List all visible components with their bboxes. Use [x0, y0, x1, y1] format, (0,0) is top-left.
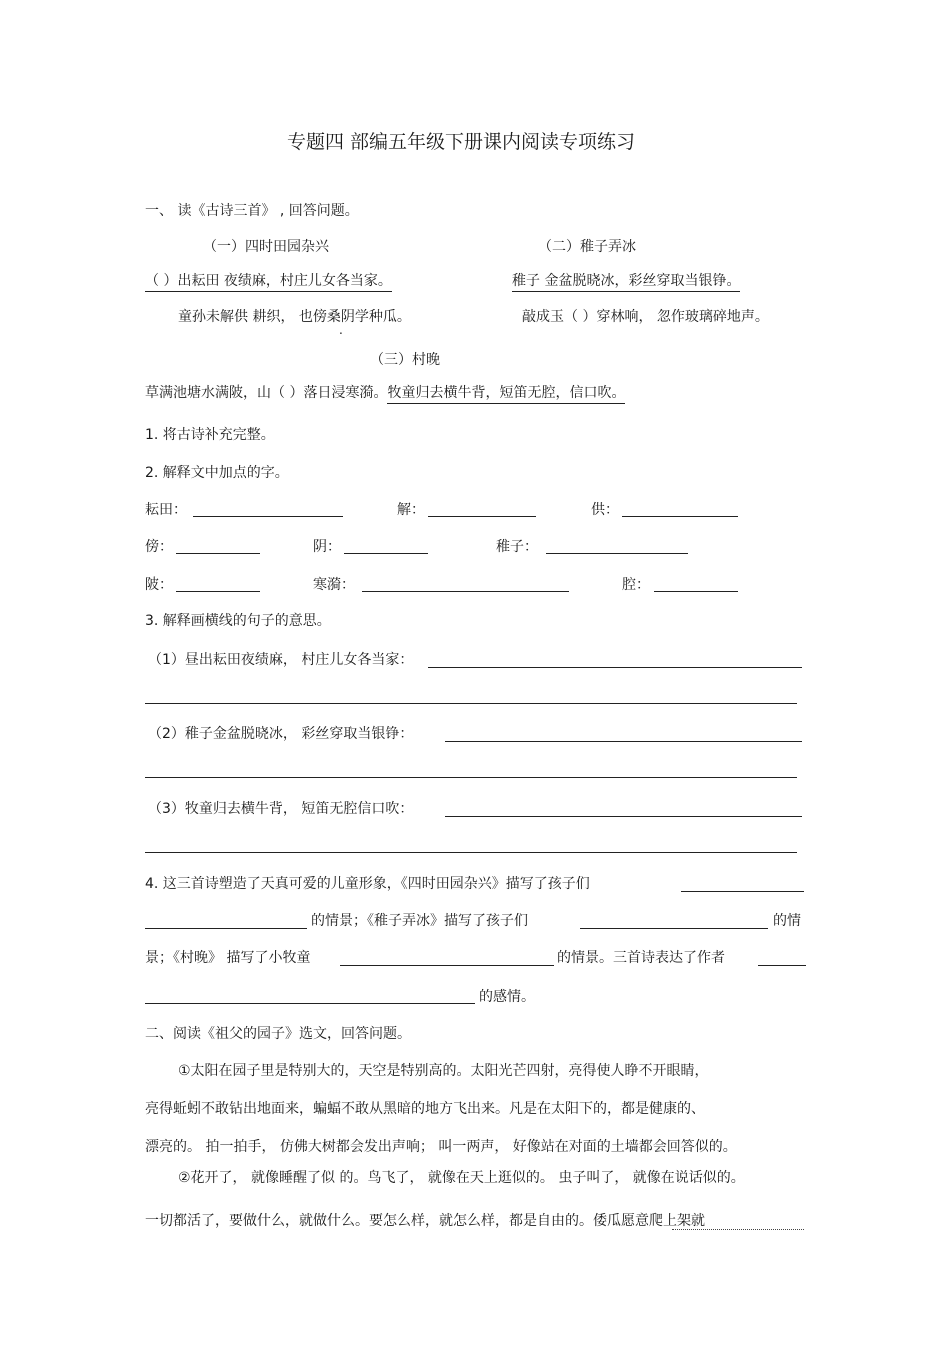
- q3-2-answer-line-1[interactable]: [445, 741, 802, 742]
- q2-label-gong: 供：: [591, 502, 619, 518]
- q4-blank-1-cont[interactable]: [145, 928, 307, 929]
- q2-label-qiang: 腔：: [622, 577, 650, 593]
- q3-1-answer-line-2[interactable]: [145, 703, 797, 704]
- poem1-line2-a: 童孙未解供: [178, 309, 248, 325]
- poem1-title: （一）四时田园杂兴: [203, 239, 329, 255]
- q2-blank-yuntian[interactable]: [193, 516, 343, 517]
- q2-blank-hanyi[interactable]: [362, 591, 569, 592]
- poem1-line2: [178, 308, 411, 326]
- poem3-line-e: ，信口吹。: [555, 385, 625, 404]
- question-4-part-c: 的情: [773, 913, 801, 929]
- passage-p2-line1: ②花开了， 就像睡醒了似 的。鸟飞了， 就像在天上逛似的。 虫子叫了， 就像在说话似的。: [178, 1170, 745, 1186]
- poem3-line-c: 。: [373, 385, 388, 401]
- q2-blank-zhizi[interactable]: [546, 553, 688, 554]
- question-4-part-f: 的感情。: [479, 989, 535, 1005]
- q2-blank-bei[interactable]: [176, 591, 260, 592]
- q2-label-yin: 阴：: [313, 539, 341, 555]
- section1-heading: 一、 读《古诗三首》 , 回答问题。: [145, 203, 359, 219]
- poem3-title: （三）村晚: [370, 352, 440, 368]
- q3-item-1: （1）昼出耘田夜绩麻， 村庄儿女各当家：: [148, 652, 414, 668]
- q2-label-bei: 陂：: [145, 577, 173, 593]
- q3-2-answer-line-2[interactable]: [145, 777, 797, 778]
- passage-p2-line2: 一切都活了，要做什么，就做什么。要怎么样，就怎么样，都是自由的。倭瓜愿意爬上架就: [145, 1213, 705, 1229]
- q4-blank-3[interactable]: [340, 965, 554, 966]
- q2-label-jie: 解：: [397, 502, 425, 518]
- question-4-part-d: 景；《村晚》 描写了小牧童: [145, 950, 311, 966]
- poem3-line-d: 牧童归去横牛背，短笛无腔: [387, 385, 555, 404]
- question-2: 2. 解释文中加点的字。: [145, 465, 289, 481]
- q3-1-answer-line-1[interactable]: [428, 667, 802, 668]
- poem3-line: [145, 384, 625, 402]
- poem2-title: （二）稚子弄冰: [538, 239, 636, 255]
- wavy-underline: [672, 1229, 804, 1230]
- poem3-line-b: ，山（ ）落日浸寒漪: [243, 385, 374, 401]
- poem1-line2-b: 耕织， 也傍: [248, 309, 327, 325]
- question-4-part-e: 的情景。三首诗表达了作者: [557, 950, 725, 966]
- q2-blank-gong[interactable]: [622, 516, 738, 517]
- poem1-line2-d: 学种瓜。: [354, 309, 411, 325]
- q2-label-hanyi: 寒漪：: [313, 577, 355, 593]
- question-3: 3. 解释画横线的句子的意思。: [145, 613, 331, 629]
- q4-blank-2[interactable]: [580, 928, 768, 929]
- q2-label-yuntian: 耘田：: [145, 502, 187, 518]
- q2-label-bang: 傍：: [145, 539, 173, 555]
- passage-p1-line3: 漂亮的。 拍一拍手， 仿佛大树都会发出声响； 叫一两声， 好像站在对面的土墙都会回答似的。: [145, 1139, 737, 1155]
- q3-item-2: （2）稚子金盆脱晓冰， 彩丝穿取当银铮：: [148, 726, 414, 742]
- q4-blank-4-cont[interactable]: [145, 1003, 475, 1004]
- question-1: 1. 将古诗补充完整。: [145, 427, 275, 443]
- question-4-part-a: 4. 这三首诗塑造了天真可爱的儿童形象，《四时田园杂兴》描写了孩子们: [145, 876, 590, 892]
- page-title: 专题四 部编五年级下册课内阅读专项练习: [287, 131, 636, 153]
- poem1-line1-text: （ ）出耘田 夜绩麻，村庄儿女各当家。: [145, 273, 392, 292]
- q2-blank-yin[interactable]: [344, 553, 428, 554]
- q3-3-answer-line-1[interactable]: [445, 816, 802, 817]
- poem2-line1: [512, 272, 740, 290]
- q4-blank-1[interactable]: [681, 891, 804, 892]
- q2-blank-jie[interactable]: [428, 516, 536, 517]
- poem2-line1-text: 稚子 金盆脱晓冰，彩丝穿取当银铮。: [512, 273, 740, 292]
- passage-p1-line2: 亮得蚯蚓不敢钻出地面来，蝙蝠不敢从黑暗的地方飞出来。凡是在太阳下的，都是健康的、: [145, 1101, 705, 1117]
- poem2-line2: 敲成玉（ ）穿林响， 忽作玻璃碎地声。: [522, 309, 769, 325]
- poem3-line-a: 草满池塘水满陂: [145, 385, 243, 401]
- section2-heading: 二、阅读《祖父的园子》选文，回答问题。: [145, 1026, 411, 1042]
- q3-3-answer-line-2[interactable]: [145, 852, 797, 853]
- q2-blank-qiang[interactable]: [654, 591, 738, 592]
- passage-p1-line1: ①太阳在园子里是特别大的，天空是特别高的。太阳光芒四射，亮得使人睁不开眼睛，: [178, 1063, 709, 1079]
- q3-item-3: （3）牧童归去横牛背， 短笛无腔信口吹：: [148, 801, 414, 817]
- poem1-line1: [145, 272, 392, 290]
- q4-blank-4[interactable]: [758, 965, 806, 966]
- question-4-part-b: 的情景；《稚子弄冰》描写了孩子们: [311, 913, 528, 929]
- q2-label-zhizi: 稚子：: [496, 539, 538, 555]
- poem1-line2-c: 桑阴: [326, 309, 355, 325]
- q2-blank-bang[interactable]: [176, 553, 260, 554]
